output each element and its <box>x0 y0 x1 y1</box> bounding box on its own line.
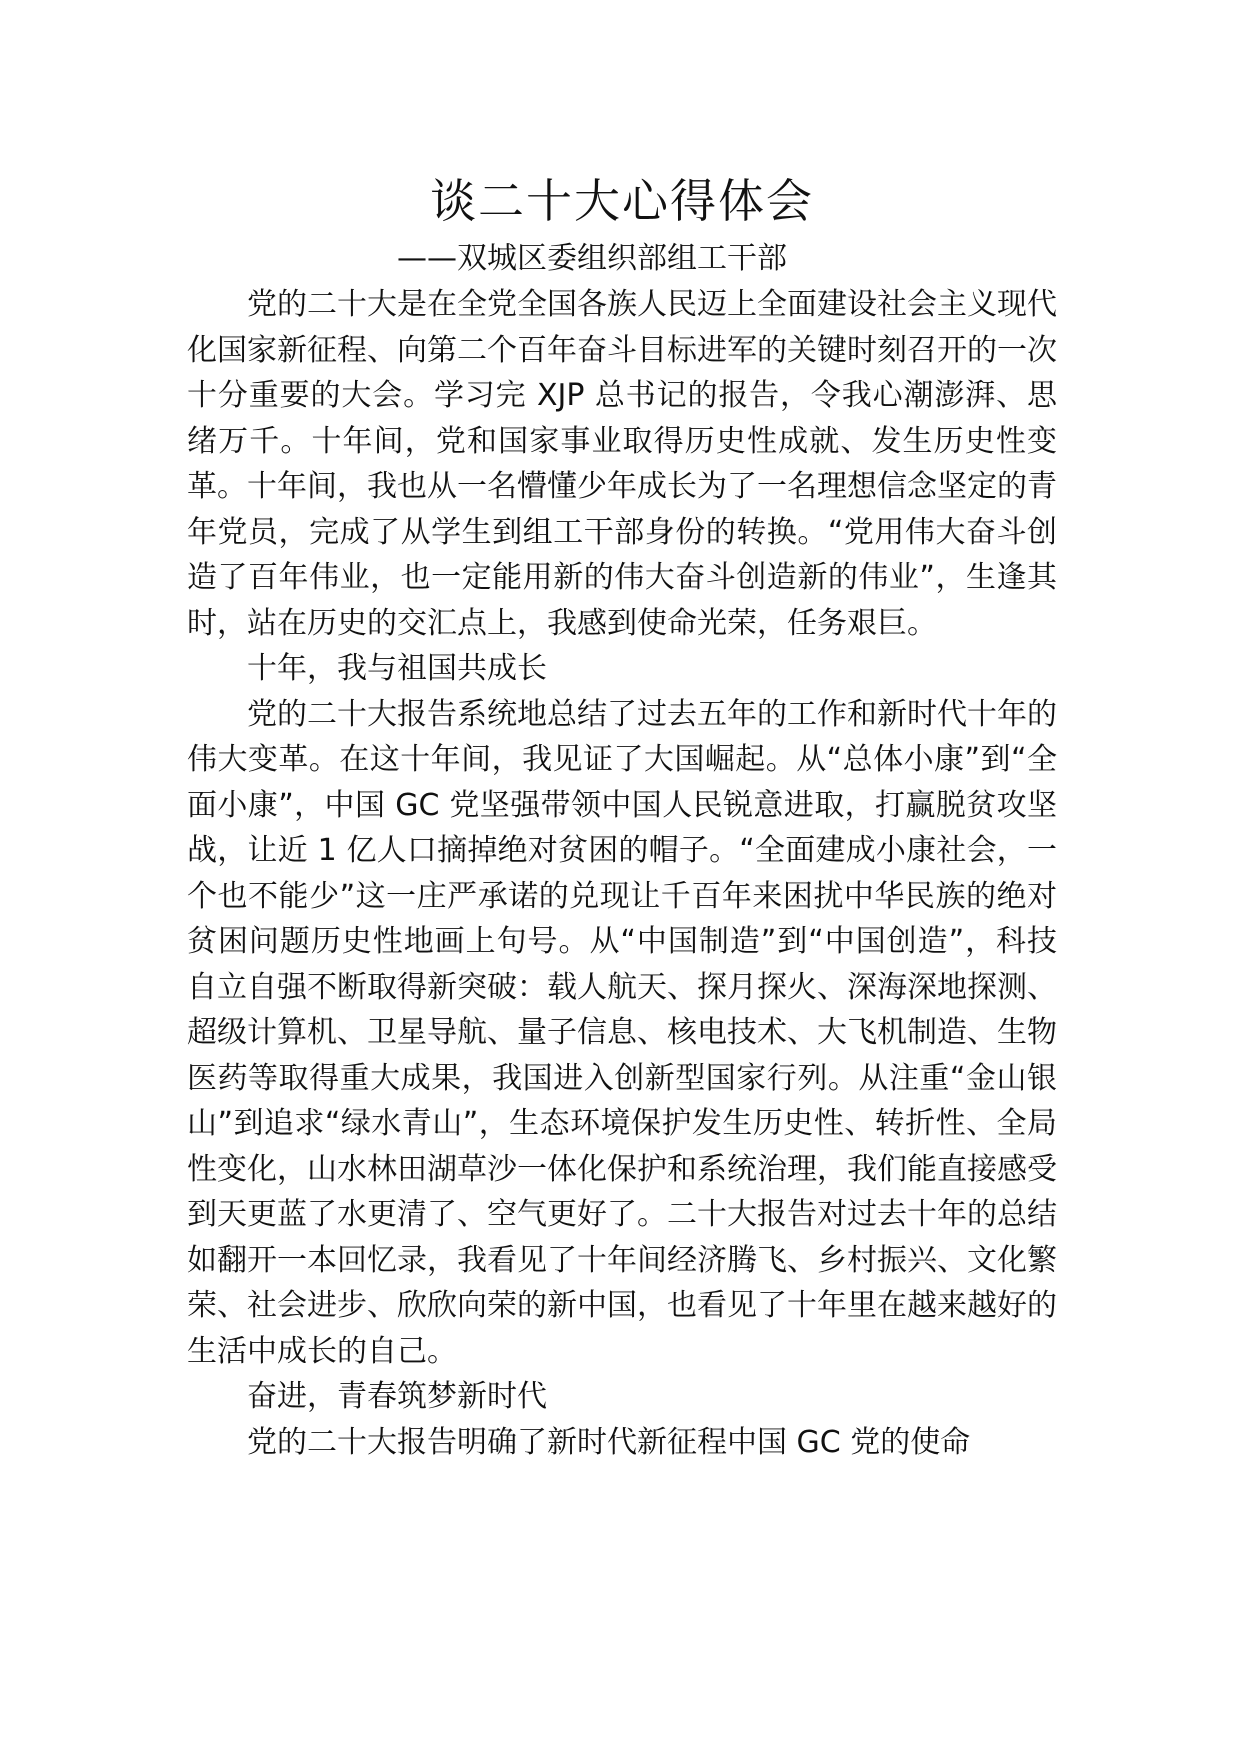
document-subtitle: ——双城区委组织部组工干部 <box>397 241 787 276</box>
paragraph-intro: 党的二十大是在全党全国各族人民迈上全面建设社会主义现代化国家新征程、向第二个百年奋斗目标进军的关键时刻召开的一次十分重要的大会。学习完 XJP 总书记的报告，令我心潮澎湃、思绪万千。十年间，党和国家事业取得历史性成就、发生历史性变革。十年间，我也从一名懵懂少年成长为了一名理想信念坚定的青年党员，完成了从学生到组工干部身份的转换。“党用伟大奋斗创造了百年伟业，也一定能用新的伟大奋斗创造新的伟业”，生逢其时，站在历史的交汇点上，我感到使命光荣，任务艰巨。 <box>187 287 1057 641</box>
section-heading-growth: 十年，我与祖国共成长 <box>247 651 547 686</box>
paragraph-decade: 党的二十大报告系统地总结了过去五年的工作和新时代十年的伟大变革。在这十年间，我见证了大国崛起。从“总体小康”到“全面小康”，中国 GC 党坚强带领中国人民锐意进取，打赢脱贫攻坚战，让近 1 亿人口摘掉绝对贫困的帽子。“全面建成小康社会，一个也不能少”这一庄严承诺的兑现让千百年来困扰中华民族的绝对贫困问题历史性地画上句号。从“中国制造”到“中国创造”，科技自立自强不断取得新突破：载人航天、探月探火、深海深地探测、超级计算机、卫星导航、量子信息、核电技术、大飞机制造、生物医药等取得重大成果，我国进入创新型国家行列。从注重“金山银山”到追求“绿水青山”，生态环境保护发生历史性、转折性、全局性变化，山水林田湖草沙一体化保护和系统治理，我们能直接感受到天更蓝了水更清了、空气更好了。二十大报告对过去十年的总结如翻开一本回忆录，我看见了十年间经济腾飞、乡村振兴、文化繁荣、社会进步、欣欣向荣的新中国，也看见了十年里在越来越好的生活中成长的自己。 <box>187 696 1057 1369</box>
document-page <box>187 166 1057 1465</box>
section-heading-youth: 奋进，青春筑梦新时代 <box>247 1379 547 1414</box>
paragraph-mission: 党的二十大报告明确了新时代新征程中国 GC 党的使命 <box>247 1424 971 1460</box>
document-title: 谈二十大心得体会 <box>430 174 814 228</box>
